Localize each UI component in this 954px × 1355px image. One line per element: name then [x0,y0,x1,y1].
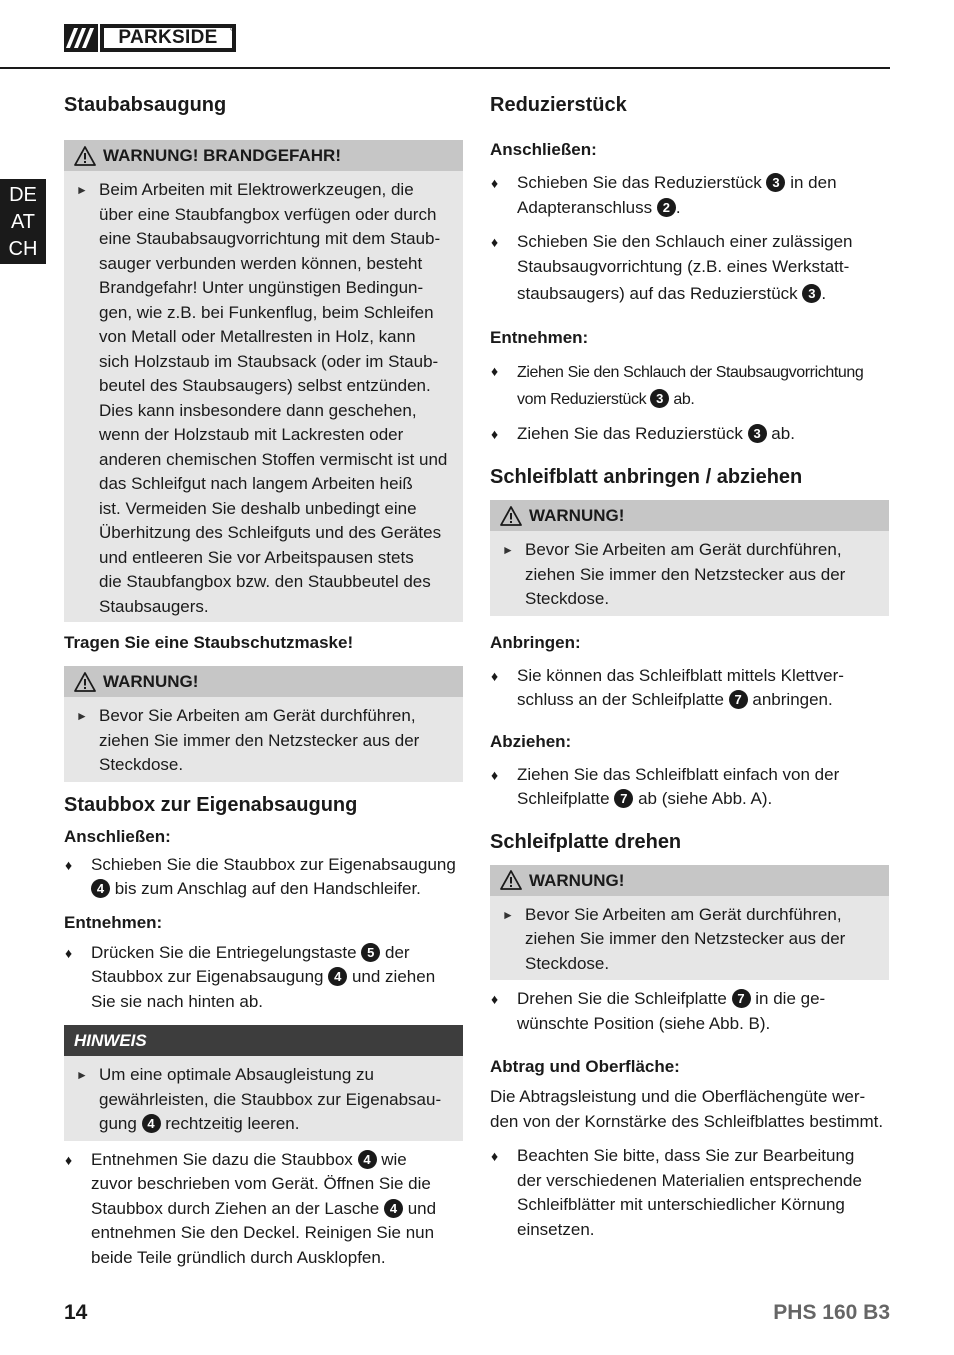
text-span: gung [99,1114,142,1133]
subheading-anbringen: Anbringen: [490,632,581,652]
text-line: Schieben Sie die Staubbox zur Eigenabsaugung [91,854,456,874]
warning-box-fire [64,140,463,622]
text-span: Entnehmen Sie dazu die Staubbox [91,1149,358,1169]
list-item [64,941,463,1015]
warning-item [502,538,879,612]
text-span: Drehen Sie die Schleifplatte [517,989,732,1008]
warning-triangle-icon [500,506,522,526]
diamond-bullet-icon: ♦ [491,175,499,191]
text-span: ab. [669,390,695,408]
text-line: Sie können das Schleifblatt mittels Klettver- [517,665,844,685]
text-span: . [821,284,827,303]
warning-header [490,865,889,896]
text-line: der verschiedenen Materialien entsprechende [517,1170,862,1190]
text-line: Um eine optimale Absaugleistung zu [99,1065,374,1084]
list-item [490,359,889,413]
text-span: wie [376,1149,407,1169]
logo-stripes [64,24,98,52]
list-item [490,422,889,447]
text-line: Die Abtragsleistung und die Oberflächengüte wer- [490,1087,866,1106]
text-line: Staubsaugers. [99,596,209,616]
text-line: über eine Staubfangbox verfügen oder durch [99,204,437,224]
hinweis-title: HINWEIS [74,1031,147,1050]
text-line: Beachten Sie bitte, dass Sie zur Bearbeitung [517,1146,855,1165]
text-span: staubsaugers) auf das Reduzierstück [517,284,803,303]
heading-staubabsaugung: Staubabsaugung [64,94,227,116]
part-number-badge: 4 [384,1199,403,1218]
part-number-badge: 3 [802,284,821,303]
hinweis-item [76,1063,453,1137]
text-line: Bevor Sie Arbeiten am Gerät durchführen, [525,904,842,924]
abtrag-paragraph [490,1085,889,1134]
part-number-badge: 3 [766,173,785,192]
text-line: anderen chemischen Stoffen vermischt ist und [99,449,448,469]
lang-at: AT [10,211,36,233]
text-line: Steckdose. [525,589,610,608]
diamond-bullet-icon: ♦ [65,944,73,961]
warning-box-plug [490,500,889,616]
text-span: in die ge- [750,989,826,1008]
subheading-abtrag: Abtrag und Oberfläche: [490,1057,680,1076]
text-line: den von der Kornstärke des Schleifblattes bestimmt. [490,1111,884,1131]
warning-item [76,178,453,619]
warning-box-plug [490,865,889,981]
text-line: entnehmen Sie den Deckel. Reinigen Sie nun [91,1223,435,1242]
logo-text: PARKSIDE [104,28,232,48]
warning-header [64,666,463,697]
heading-schleifblatt: Schleifblatt anbringen / abziehen [490,466,803,488]
diamond-bullet-icon: ♦ [65,856,73,873]
left-column [64,92,463,1270]
hinweis-header [64,1025,463,1056]
part-number-badge: 4 [142,1114,161,1133]
lang-ch: CH [8,238,38,260]
diamond-bullet-icon: ♦ [491,425,499,442]
logo-registered-mark: ® [230,24,236,33]
subheading-anschliessen: Anschließen: [490,140,597,159]
text-line: und entleeren Sie vor Arbeitspausen stets [99,547,414,567]
list-item [490,230,889,307]
text-span: Staubbox zur Eigenabsaugung [91,967,329,986]
diamond-bullet-icon: ♦ [491,362,499,379]
text-line: Bevor Sie Arbeiten am Gerät durchführen, [99,706,416,725]
warning-triangle-icon [500,870,522,890]
text-line: sauger verbunden werden können, besteht [99,253,423,273]
part-number-badge: 4 [91,879,110,898]
subheading-entnehmen: Entnehmen: [490,327,589,347]
text-line: Staubsaugvorrichtung (z.B. eines Werkstatt- [517,256,850,276]
diamond-bullet-icon: ♦ [491,766,499,783]
lang-de: DE [9,184,37,206]
list-item [490,664,889,713]
text-line: Steckdose. [99,755,184,774]
text-line: Brandgefahr! Unter ungünstigen Bedingun- [99,278,424,297]
text-line: Ziehen Sie den Schlauch der Staubsaugvorrichtung [517,363,864,381]
subheading-abziehen: Abziehen: [490,731,572,751]
text-line: das Schleifgut nach langem Arbeiten heiß [99,474,413,493]
text-span: Drücken Sie die Entriegelungstaste [91,942,362,962]
warning-box-plug [64,666,463,782]
text-line: einsetzen. [517,1219,595,1239]
text-line: Bevor Sie Arbeiten am Gerät durchführen, [525,540,842,559]
part-number-badge: 7 [614,789,633,808]
text-line: von Metall oder Metallresten in Holz, kann [99,327,416,346]
text-line: ziehen Sie immer den Netzstecker aus der [99,730,420,750]
list-item [490,171,889,220]
text-span: rechtzeitig leeren. [160,1114,300,1133]
text-span: anbringen. [747,690,833,709]
text-span: schluss an der Schleifplatte [517,690,729,709]
part-number-badge: 3 [748,424,767,443]
diamond-bullet-icon: ♦ [491,234,499,250]
mask-instruction: Tragen Sie eine Staubschutzmaske! [64,633,354,652]
arrow-right-icon: ► [502,907,514,922]
text-line: ziehen Sie immer den Netzstecker aus der [525,929,846,948]
part-number-badge: 4 [358,1150,377,1169]
diamond-bullet-icon: ♦ [491,1148,499,1164]
text-line: Sie sie nach hinten ab. [91,991,264,1011]
list-item [490,763,889,812]
heading-staubbox: Staubbox zur Eigenabsaugung [64,793,358,816]
text-span: Ziehen Sie das Reduzierstück [517,423,748,443]
text-line: Schieben Sie den Schlauch einer zulässigen [517,232,853,251]
text-line: Steckdose. [525,953,610,973]
list-item [64,853,463,902]
part-number-badge: 2 [657,198,676,217]
warning-header [64,140,463,171]
part-number-badge: 4 [328,967,347,986]
part-number-badge: 5 [361,943,380,962]
part-number-badge: 7 [732,989,751,1008]
heading-schleifplatte: Schleifplatte drehen [490,830,682,853]
subheading-anschliessen: Anschließen: [64,826,171,846]
parkside-logo [64,24,238,52]
logo-box [100,24,236,52]
text-span: und ziehen [347,967,436,986]
part-number-badge: 7 [729,690,748,709]
text-line: beide Teile gründlich durch Ausklopfen. [91,1247,386,1267]
text-line: beutel des Staubsaugers) selbst entzünden. [99,376,431,395]
arrow-right-icon: ► [76,709,88,723]
warning-title: WARNUNG! BRANDGEFAHR! [103,146,341,165]
text-line: wünschte Position (siehe Abb. B). [517,1013,771,1033]
warning-item [76,704,453,778]
text-line: ist. Vermeiden Sie deshalb unbedingt eine [99,498,417,518]
warning-triangle-icon [74,146,96,166]
text-line: ziehen Sie immer den Netzstecker aus der [525,564,846,584]
text-line: Überhitzung des Schleifguts und des Gerätes [99,523,442,542]
text-line: Ziehen Sie das Schleifblatt einfach von der [517,764,840,784]
list-item [490,987,889,1036]
text-span: und [402,1198,437,1218]
text-line: die Staubfangbox bzw. den Staubbeutel des [99,572,431,591]
diamond-bullet-icon: ♦ [65,1151,73,1168]
text-line: eine Staubabsaugvorrichtung mit dem Staub- [99,229,441,248]
subheading-entnehmen: Entnehmen: [64,912,163,932]
page-number: 14 [64,1301,88,1324]
arrow-right-icon: ► [76,183,88,197]
diamond-bullet-icon: ♦ [491,991,499,1007]
arrow-right-icon: ► [76,1068,88,1082]
text-span: ab. [766,423,795,443]
text-span: der [380,942,410,962]
language-tab [0,179,46,264]
text-span: ab (siehe Abb. A). [633,789,773,808]
text-line: wenn der Holzstaub mit Lackresten oder [99,425,404,444]
right-column [490,92,889,1242]
text-line: Beim Arbeiten mit Elektrowerkzeugen, die [99,180,414,199]
text-line: Dies kann insbesondere dann geschehen, [99,400,417,420]
text-span: Adapteranschluss [517,197,657,217]
text-span: vom Reduzierstück [517,390,651,408]
part-number-badge: 3 [650,389,669,408]
warning-header [490,500,889,531]
diamond-bullet-icon: ♦ [491,667,499,684]
text-span: bis zum Anschlag auf den Handschleifer. [110,879,421,898]
text-line: Schleifblätter mit unterschiedlicher Körnung [517,1195,845,1214]
header-rule [0,67,890,69]
list-item [490,1144,889,1242]
model-number: PHS 160 B3 [773,1301,890,1324]
arrow-right-icon: ► [502,543,514,557]
text-line: gen, wie z.B. bei Funkenflug, beim Schleifen [99,302,434,322]
text-line: zuvor beschrieben vom Gerät. Öffnen Sie die [91,1174,431,1193]
text-span: in den [785,173,837,192]
warning-title: WARNUNG! [529,870,625,890]
warning-item [502,903,879,977]
text-span: Staubbox durch Ziehen an der Lasche [91,1198,384,1218]
text-line: gewährleisten, die Staubbox zur Eigenabsau- [99,1089,442,1109]
text-span: . [675,197,681,217]
heading-reduzierstueck: Reduzierstück [490,94,627,116]
warning-title: WARNUNG! [529,506,625,525]
text-line: sich Holzstaub im Staubsack (oder im Staub- [99,351,439,371]
warning-title: WARNUNG! [103,672,199,691]
hinweis-box [64,1025,463,1141]
warning-triangle-icon [74,672,96,692]
list-item [64,1148,463,1271]
text-span: Schieben Sie das Reduzierstück [517,173,767,192]
text-span: Schleifplatte [517,789,615,808]
